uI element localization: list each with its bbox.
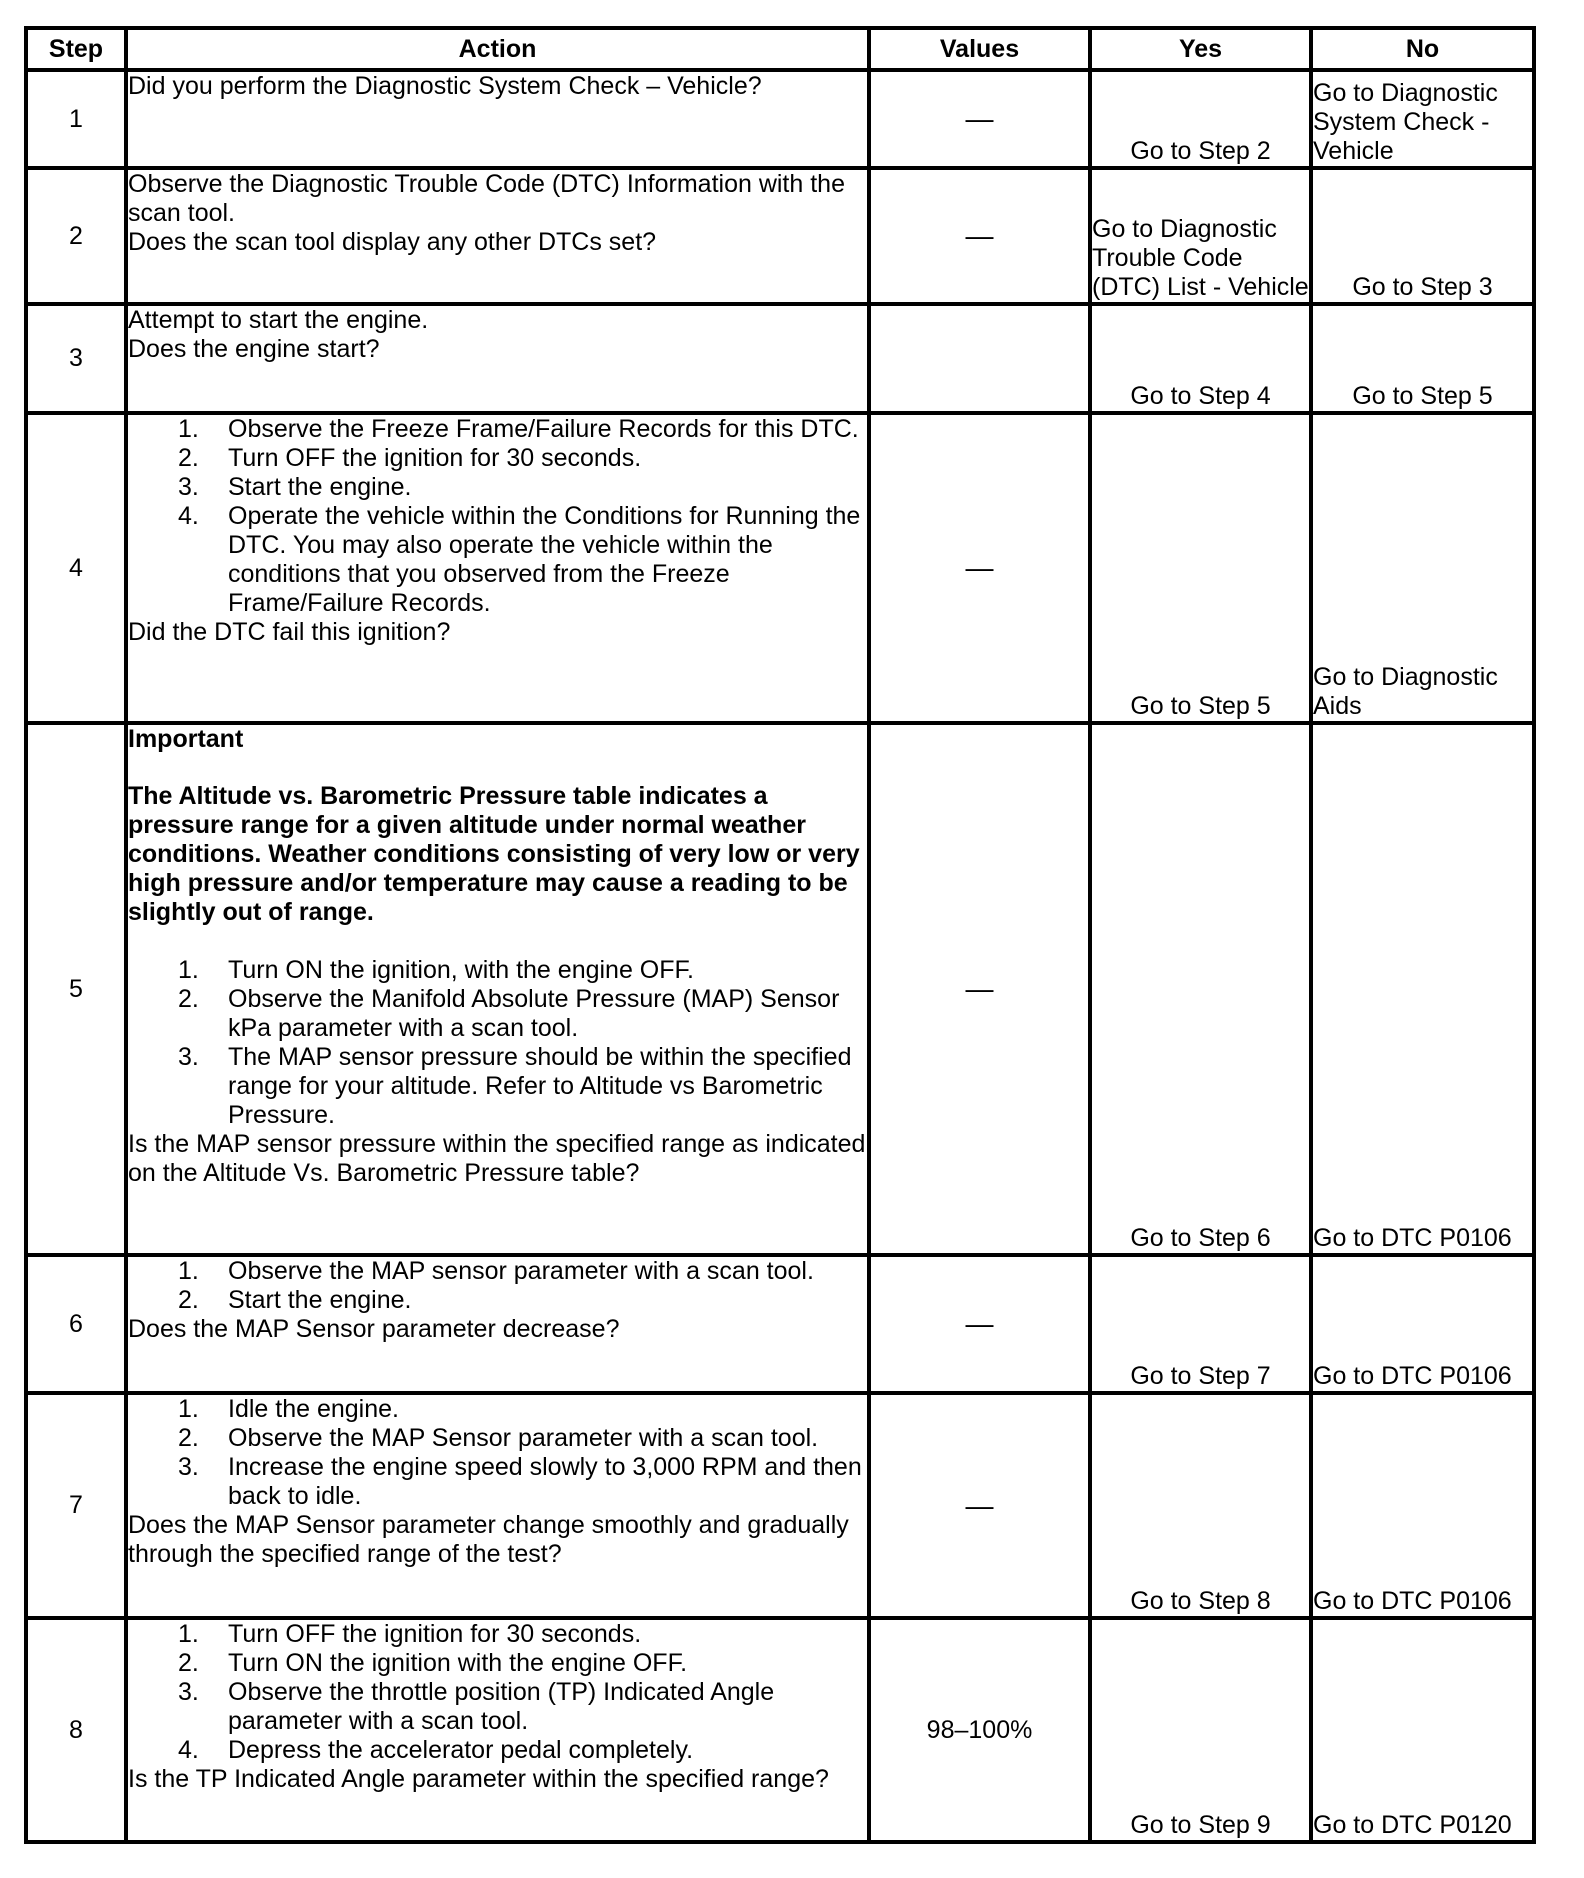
yes-text: Go to Diagnostic Trouble Code (DTC) List - Vehicle [1092, 215, 1309, 301]
list-item: 1. Turn ON the ignition, with the engine OFF. [178, 956, 694, 984]
list-item: 3. Increase the engine speed slowly to 3,000 RPM and then back to idle. [178, 1453, 862, 1510]
no-text: Go to DTC P0106 [1313, 1587, 1512, 1615]
list-item: 2. Start the engine. [178, 1286, 412, 1314]
step-number: 7 [26, 1393, 126, 1618]
table-row-step-7 [26, 1393, 1534, 1618]
list-item: 1. Observe the Freeze Frame/Failure Records for this DTC. [178, 415, 859, 443]
values-cell [869, 70, 1090, 168]
no-cell [1311, 413, 1534, 723]
values-cell [869, 413, 1090, 723]
header-values: Values [869, 28, 1090, 70]
no-text: Go to DTC P0120 [1313, 1811, 1512, 1839]
values-cell [869, 304, 1090, 413]
yes-text: Go to Step 4 [1130, 382, 1271, 410]
no-text: Go to Diagnostic System Check - Vehicle [1313, 79, 1498, 165]
no-cell [1311, 70, 1534, 168]
list-item: 3. Start the engine. [178, 473, 412, 501]
no-cell [1311, 1255, 1534, 1393]
yes-text: Go to Step 7 [1130, 1362, 1271, 1390]
no-cell [1311, 723, 1534, 1255]
list-item: 2. Observe the MAP Sensor parameter with a scan tool. [178, 1424, 819, 1452]
values-text: 98–100% [926, 1715, 1033, 1744]
action-cell [126, 70, 869, 168]
no-text: Go to Step 3 [1352, 273, 1493, 301]
values-text: — [965, 552, 994, 583]
yes-cell [1090, 1255, 1311, 1393]
yes-text: Go to Step 8 [1130, 1587, 1271, 1615]
action-question: Did the DTC fail this ignition? [128, 618, 451, 646]
table-row-step-1 [26, 70, 1534, 168]
action-question: Did you perform the Diagnostic System Check – Vehicle? [128, 72, 762, 100]
action-question: Does the engine start? [128, 335, 380, 363]
header-row [26, 28, 1534, 70]
header-step: Step [26, 28, 126, 70]
action-question: Is the MAP sensor pressure within the specified range as indicated on the Altitude Vs. Barometric Pressure table? [128, 1130, 866, 1187]
yes-text: Go to Step 6 [1130, 1224, 1271, 1252]
diagnostic-table [24, 26, 1536, 1844]
values-text: — [965, 220, 994, 251]
list-item: 4. Depress the accelerator pedal completely. [178, 1736, 694, 1764]
action-steps [128, 956, 867, 1130]
list-item: 1. Idle the engine. [178, 1395, 399, 1423]
important-label: Important [128, 725, 244, 753]
list-item: 4. Operate the vehicle within the Conditions for Running the DTC. You may also operate the vehicle within the conditions that you observed from the Freeze Frame/Failure Records. [178, 502, 861, 617]
no-text: Go to Step 5 [1352, 382, 1493, 410]
action-cell [126, 304, 869, 413]
table-row-step-4 [26, 413, 1534, 723]
list-item: 2. Observe the Manifold Absolute Pressure (MAP) Sensor kPa parameter with a scan tool. [178, 985, 840, 1042]
step-number: 1 [26, 70, 126, 168]
values-cell [869, 1618, 1090, 1842]
values-cell [869, 1393, 1090, 1618]
table-row-step-2 [26, 168, 1534, 304]
list-item: 1. Observe the MAP sensor parameter with a scan tool. [178, 1257, 814, 1285]
action-question: Is the TP Indicated Angle parameter within the specified range? [128, 1765, 829, 1793]
yes-cell [1090, 413, 1311, 723]
header-action: Action [126, 28, 869, 70]
values-text: — [965, 1489, 994, 1521]
action-steps [128, 415, 867, 618]
list-item: 3. The MAP sensor pressure should be within the specified range for your altitude. Refer to Altitude vs Barometric Pressure. [178, 1043, 852, 1129]
yes-cell [1090, 723, 1311, 1255]
yes-cell [1090, 304, 1311, 413]
action-steps [128, 1395, 867, 1511]
no-cell [1311, 304, 1534, 413]
header-yes: Yes [1090, 28, 1311, 70]
action-cell [126, 1618, 869, 1842]
yes-text: Go to Step 5 [1130, 692, 1271, 720]
list-item: 3. Observe the throttle position (TP) Indicated Angle parameter with a scan tool. [178, 1678, 775, 1735]
step-number: 2 [26, 168, 126, 304]
yes-cell [1090, 168, 1311, 304]
yes-cell [1090, 1393, 1311, 1618]
step-number: 8 [26, 1618, 126, 1842]
action-cell [126, 1393, 869, 1618]
values-cell [869, 168, 1090, 304]
action-cell [126, 1255, 869, 1393]
table-row-step-3 [26, 304, 1534, 413]
yes-text: Go to Step 9 [1130, 1811, 1271, 1839]
list-item: 2. Turn ON the ignition with the engine OFF. [178, 1649, 688, 1677]
action-intro: Attempt to start the engine. [128, 306, 429, 334]
values-cell [869, 723, 1090, 1255]
no-cell [1311, 1618, 1534, 1842]
values-text: — [965, 973, 994, 1004]
list-item: 2. Turn OFF the ignition for 30 seconds. [178, 444, 642, 472]
step-number: 4 [26, 413, 126, 723]
table-row-step-5 [26, 723, 1534, 1255]
table-row-step-6 [26, 1255, 1534, 1393]
step-number: 6 [26, 1255, 126, 1393]
action-steps [128, 1257, 867, 1315]
yes-text: Go to Step 2 [1130, 137, 1271, 165]
step-number: 5 [26, 723, 126, 1255]
no-text: Go to DTC P0106 [1313, 1224, 1512, 1252]
no-text: Go to DTC P0106 [1313, 1362, 1512, 1390]
action-cell [126, 413, 869, 723]
action-cell [126, 168, 869, 304]
values-text: — [965, 103, 994, 134]
values-cell [869, 1255, 1090, 1393]
action-cell [126, 723, 869, 1255]
list-item: 1. Turn OFF the ignition for 30 seconds. [178, 1620, 642, 1648]
action-question: Does the MAP Sensor parameter decrease? [128, 1315, 620, 1343]
yes-cell [1090, 70, 1311, 168]
header-no: No [1311, 28, 1534, 70]
values-text: — [965, 1308, 994, 1339]
action-intro: Observe the Diagnostic Trouble Code (DTC) Information with the scan tool. [128, 170, 845, 227]
action-question: Does the MAP Sensor parameter change smoothly and gradually through the specified range of the test? [128, 1511, 849, 1568]
step-number: 3 [26, 304, 126, 413]
no-cell [1311, 168, 1534, 304]
important-note: The Altitude vs. Barometric Pressure table indicates a pressure range for a given altitude under normal weather conditions. Weather conditions consisting of very low or very high pressure and/or temperature may cause a reading to be slightly out of range. [128, 782, 860, 926]
action-question: Does the scan tool display any other DTCs set? [128, 228, 657, 256]
yes-cell [1090, 1618, 1311, 1842]
action-steps [128, 1620, 867, 1765]
no-text: Go to Diagnostic Aids [1313, 663, 1498, 720]
no-cell [1311, 1393, 1534, 1618]
table-row-step-8 [26, 1618, 1534, 1842]
